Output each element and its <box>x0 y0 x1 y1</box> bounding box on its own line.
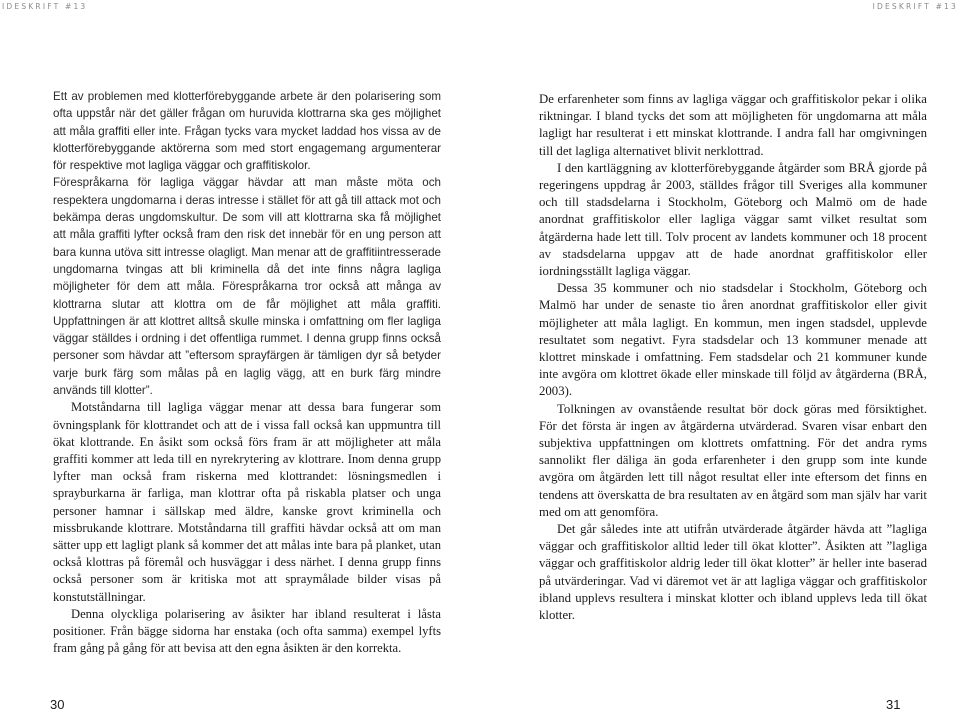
paragraph: Dessa 35 kommuner och nio stadsdelar i Stockholm, Göteborg och Malmö har under de senaste tio åren anordnat graffitiskolor eller givit möjligheter att måla lagligt. En kommun, men ingen stadsdel, upplevde resultatet som negativt. Fyra stadsdelar och 13 kommuner menade att klottret minskade i omfattning. Fem stadsdelar och 21 kommuner kunde inte avgöra om klottret ökade eller minskade till följd av åtgärderna (BRÅ, 2003). <box>539 281 927 399</box>
running-head-right: IDESKRIFT #13 <box>872 2 958 11</box>
paragraph: Ett av problemen med klotterförebyggande arbete är den polarisering som ofta uppstår när det gäller frågan om huruvida klottrarna ska ges möjlighet att måla graffiti eller inte. Frågan tycks vara mycket laddad hos vissa av de klotterförebyggande aktörerna som med stort engagemang argumenterar för respektive mot lagliga väggar och graffitiskolor. <box>53 90 441 173</box>
paragraph: Förespråkarna för lagliga väggar hävdar att man måste möta och respektera ungdomarna i deras intresse i stället för att gå till attack mot och bekämpa deras ungdomskultur. De som vill att klottrarna ska få möjlighet att måla graffiti lyfter också fram den risk det innebär för en ung person att bara kunna utöva sitt intresse olagligt. Man menar att de graffitiintresserade ungdomarna tvingas att bli kriminella då det inte finns några lagliga möjligheter för dem att måla. Förespråkarna tror också att många av klottrarna slutar att klottra om de får möjlighet att måla graffiti. Uppfattningen är att klottret alltså skulle minska i omfattning om fler lagliga väggar ställdes i ordning i det offentliga rummet. I denna grupp finns också personer som hävdar att ”eftersom sprayfärgen är tämligen dyr så betyder varje burk färg som målas på en laglig vägg, att en burk färg mindre används till klotter”. <box>53 176 441 398</box>
left-page-column <box>53 88 441 657</box>
paragraph: Det går således inte att utifrån utvärderade åtgärder hävda att ”lagliga väggar och graffitiskolor alltid leder till ökat klotter”. Åsikten att ”lagliga väggar och graffitiskolor aldrig leder till ökat klotter” är heller inte baserad på utvärderingar. Vad vi däremot vet är att lagliga väggar och graffitiskolor ibland upplevs resultera i minskat klotter och ibland upplevs leda till ökat klotter. <box>539 522 927 623</box>
right-page-column <box>539 91 927 624</box>
paragraph: Motståndarna till lagliga väggar menar att dessa bara fungerar som övningsplank för klottrandet och att de i vissa fall också kan uppmuntra till ökat klottrande. En åsikt som också förs fram är att möjligheter att måla graffiti kommer att leda till en nyrekrytering av klottrare. Inom denna grupp lyfter man också fram riskerna med klottrandet: lösningsmedlen i sprayburkarna är farliga, man klottrar ofta på riskabla platser och unga personer hamnar i sällskap med äldre, kanske grovt kriminella och missbrukande klottrare. Motståndarna till graffiti hävdar också att om man sätter upp ett lagligt plank så kommer det att målas inte bara på planket, utan också klottras på föremål och husväggar i dess närhet. I denna grupp finns också personer som är kritiska mot att spraymålade bilder visas på konstutställningar. <box>53 400 441 604</box>
paragraph: Tolkningen av ovanstående resultat bör dock göras med försiktighet. För det första är ingen av åtgärderna utvärderad. Svaren visar enbart den subjektiva uppfattningen om klottrets omfattning. För det andra ryms sannolikt fler däliga än goda erfarenheter i den grupp som inte kunde avgöra om åtgärden lett till något resultat eller inte eftersom det finns en tendens att överskatta de bra resultaten av en åtgärd som man själv har varit med om att genomföra. <box>539 401 927 519</box>
paragraph: I den kartläggning av klotterförebyggande åtgärder som BRÅ gjorde på regeringens uppdrag år 2003, ställdes frågor till Sveriges alla kommuner och till stadsdelarna i Stockholm, Göteborg och Malmö om de hade anordnat graffitiskolor eller lagliga väggar samt vilket resultat som åtgärderna hade lett till. Tolv procent av landets kommuner och 18 procent av stadsdelarna uppgav att de hade anordnat graffitiskolor eller iordningsställt lagliga väggar. <box>539 160 927 279</box>
page-number-right: 31 <box>886 697 901 712</box>
page-number-left: 30 <box>50 697 65 712</box>
running-head-left: IDESKRIFT #13 <box>2 2 88 11</box>
paragraph: De erfarenheter som finns av lagliga väggar och graffitiskolor pekar i olika riktningar. I bland tycks det som att möjligheten för ungdomarna att måla lagligt har resulterat i ett minskat klottrande. I andra fall har omgivningen till det lagliga alternativet blivit nerklottrad. <box>539 92 927 158</box>
paragraph: Denna olyckliga polarisering av åsikter har ibland resulterat i låsta positioner. Från bägge sidorna har enstaka (och ofta samma) exempel lyfts fram gång på gång för att bevisa att den egna åsikten är den korrekta. <box>53 606 441 656</box>
